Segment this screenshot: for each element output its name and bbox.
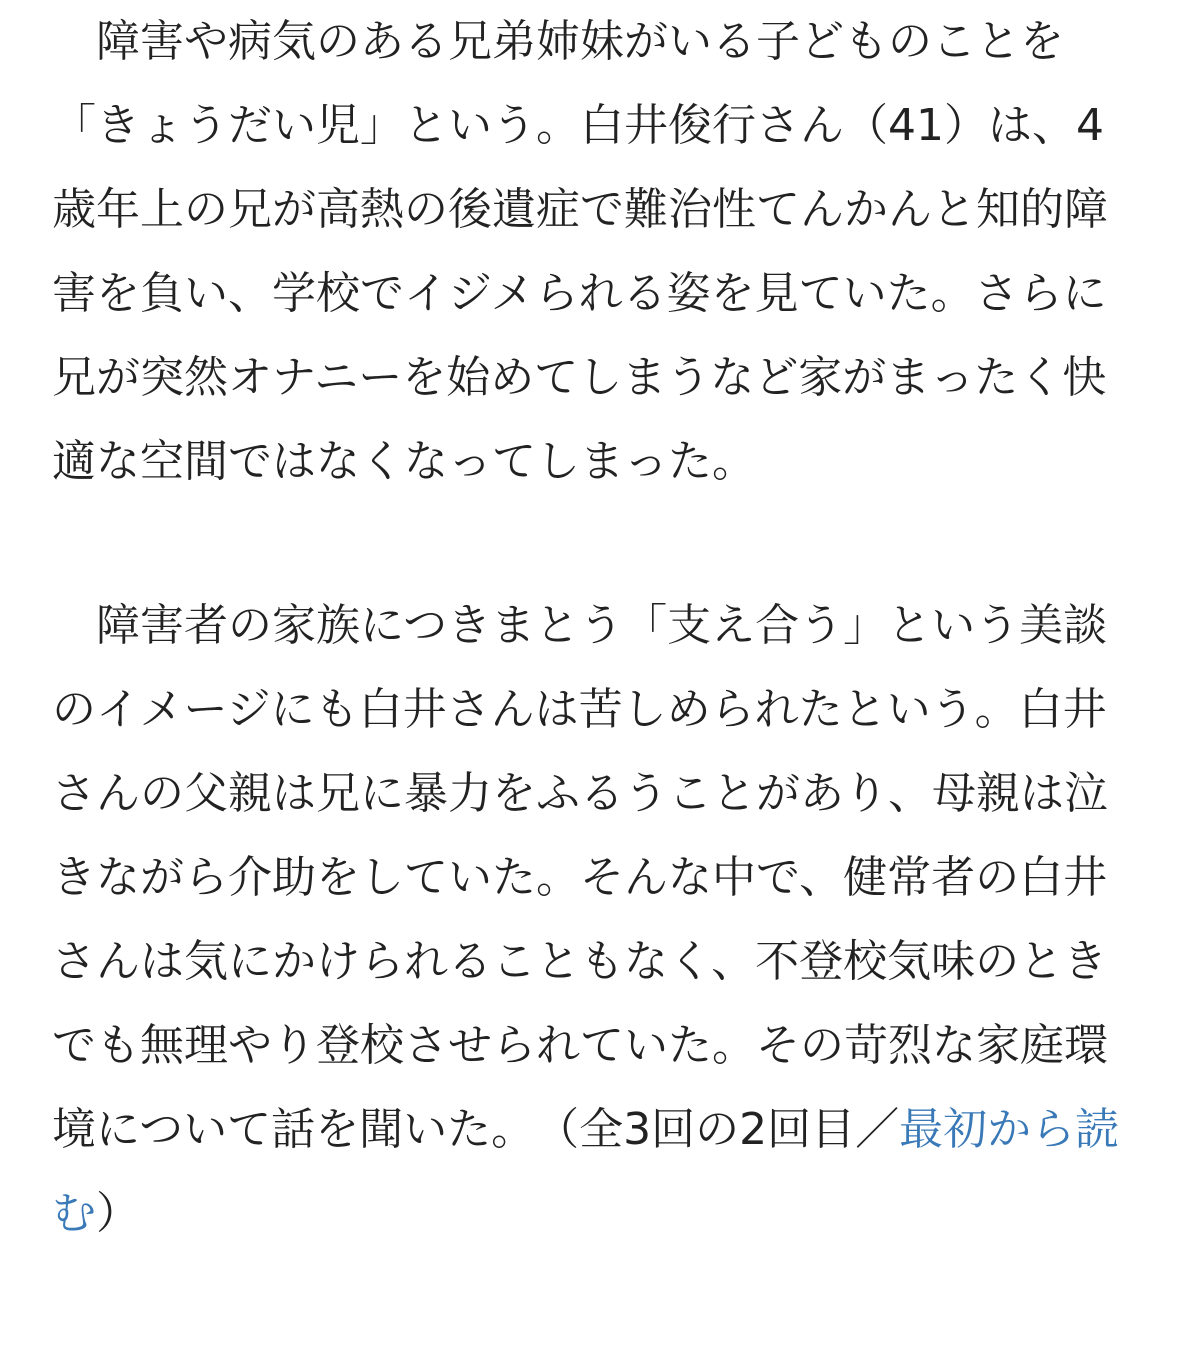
article-paragraph (52, 584, 1132, 1256)
paragraph-text: 障害者の家族につきまとう「支え合う」という美談のイメージにも白井さんは苦しめられたという。白井さんの父親は兄に暴力をふるうことがあり、母親は泣きながら介助をしていた。そんな中で、健常者の白井さんは気にかけられることもなく、不登校気味のときでも無理やり登校させられていた。その苛烈な家庭環境について話を聞いた。 (52, 600, 1108, 1155)
article-paragraph (52, 0, 1132, 504)
paragraph-text: 障害や病気のある兄弟姉妹がいる子どものことを「きょうだい児」という。白井俊行さん（41）は、4歳年上の兄が高熱の後遺症で難治性てんかんと知的障害を負い、学校でイジメられる姿を見ていた。さらに兄が突然オナニーを始めてしまうなど家がまったく快適な空間ではなくなってしまった。 (52, 16, 1108, 487)
article-body (52, 0, 1132, 1256)
read-from-start-link[interactable]: 最初から読む (52, 1104, 1120, 1239)
series-note-suffix: ） (96, 1188, 140, 1239)
series-note-prefix: （全3回の2回目／ (557, 1104, 900, 1155)
